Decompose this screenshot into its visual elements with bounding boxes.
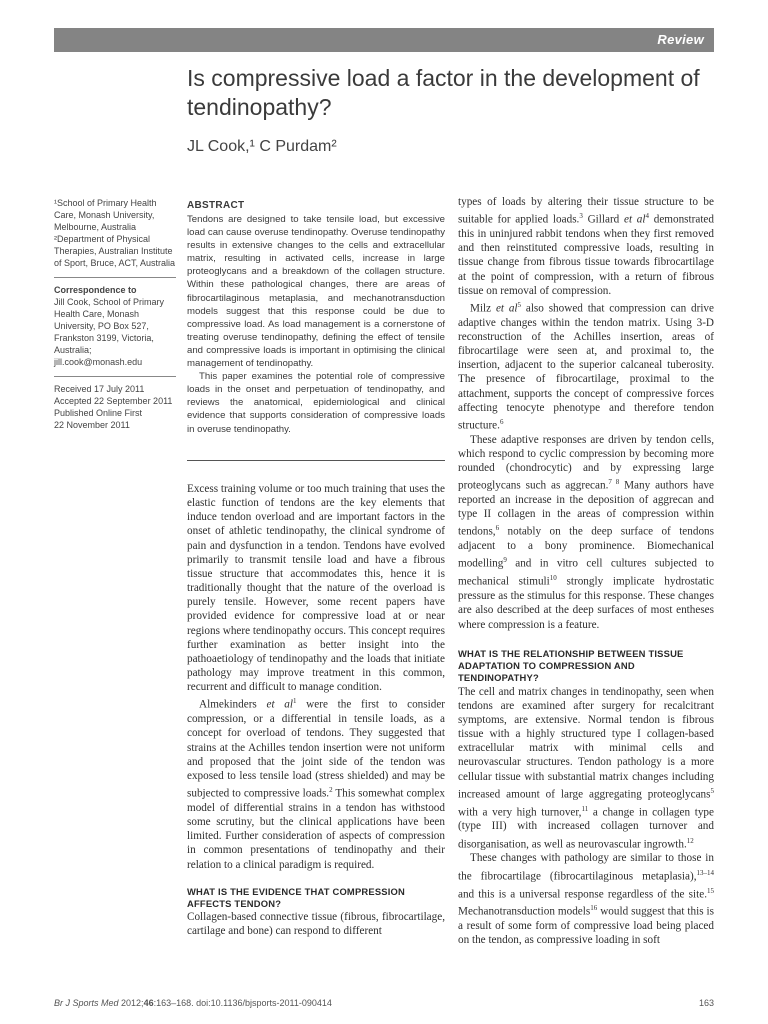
body-paragraph: Collagen-based connective tissue (fibrous, fibrocartilage, cartilage and bone) can respond to different — [187, 911, 445, 938]
citation: Br J Sports Med 2012;46:163–168. doi:10.1136/bjsports-2011-090414 — [54, 998, 332, 1008]
accepted-date: Accepted 22 September 2011 — [54, 396, 173, 406]
abstract-heading: ABSTRACT — [187, 200, 245, 211]
abstract-divider — [187, 460, 445, 461]
affiliation-1: ¹School of Primary Health Care, Monash University, Melbourne, Australia — [54, 198, 157, 232]
section-bar — [54, 28, 714, 52]
sidebar-divider — [54, 277, 176, 278]
body-column-2 — [458, 195, 714, 948]
body-paragraph: These adaptive responses are driven by tendon cells, which respond to cyclic compression by becoming more rounded (chondrocytic) and by expressing large proteoglycans such as aggrecan.$^{7 8}$ Many authors have reported an increase in the deposition of aggrecan and type II collagen in the areas of compression within tendons,$^6$ notably on the deep surface of tendons adjacent to a bony prominence. Biomechanical modelling$^9$ and in vitro cell cultures subjected to mechanical stimuli$^{10}$ strongly implicate hydrostatic pressure as the stimulus for this response. These changes are also described at the deep surfaces of most entheses where compression is a feature. — [458, 433, 715, 631]
abstract-paragraph: Tendons are designed to take tensile load, but excessive load can cause overuse tendinopathy. Overuse tendinopathy results in extensive changes to the cells and extracellular matrix, resulting in activated cells, increase in large proteoglycans and a breakdown of the collagen structure. Within these pathological changes, there are areas of fibrocartilaginous metaplasia, and mechanotransduction models suggest that this response could be due to compressive load. As load management is a cornerstone of treating overuse tendinopathy, defining the effect of tensile and compressive loads is important in optimising the clinical management of tendinopathy. — [187, 214, 445, 370]
body-paragraph: Excess training volume or too much training that uses the elastic function of tendons are the key elements that induce tendon overload and are important factors in the onset of athletic tendinopathy, the clinical syndrome of pain and dysfunction in a tendon. Tendons have evolved primarily to transmit tensile load and have a fibrous tissue structure that accommodates this, hence it is traditionally thought that the nature of the overload is purely tensile. However, some recent papers have provided evidence for compressive load at or near regions where tendinopathy occurs. This concept requires further examination as better insight into the pathoaetiology of tendinopathy and the loads that initiate pathology may improve treatment in this common, recurrent and difficult to manage condition. — [187, 483, 445, 694]
page-number: 163 — [698, 998, 714, 1008]
affiliation-2: ²Department of Physical Therapies, Australian Institute of Sport, Bruce, ACT, Australia — [54, 234, 176, 268]
received-date: Received 17 July 2011 — [54, 384, 145, 394]
sidebar-info — [54, 197, 176, 431]
section-heading: WHAT IS THE EVIDENCE THAT COMPRESSION AFFECTS TENDON? — [187, 885, 405, 909]
article-authors: JL Cook,¹ C Purdam² — [187, 138, 337, 155]
body-paragraph: Almekinders et al$^1$ were the first to consider compression, or a differential in tensile loads, as a concept for overload of tendons. They suggested that strains at the Achilles tendon insertion were not uniform and proposed that the joint side of the tendon was exposed to less tensile load (stress shielded) and may be subjected to compressive loads.$^2$ This somewhat complex model of differential strains in a tendon has withstood some scrutiny, but the clinical applications have been limited. Further consideration of aspects of compression in common presentations of tendinopathy and their relation to a clinical paradigm is required. — [187, 697, 446, 871]
body-paragraph: The cell and matrix changes in tendinopathy, seen when tendons are examined after surgery for recalcitrant symptoms, are extensive. Normal tendon is fibrous tissue with a highly structured type I collagen-based extracellular matrix with minimal cells and neurovascular structures. Tendon pathology is a more cellular tissue with substantial matrix changes including increased amount of large aggregating proteoglycans$^5$ with a very high turnover,$^{11}$ a change in collagen type (type III) with increased collagen turnover and disorganisation, as well as neurovascular ingrowth.$^{12}$ — [458, 685, 714, 851]
sidebar-divider — [54, 376, 176, 377]
abstract — [187, 200, 445, 436]
correspondence-body: Jill Cook, School of Primary Health Care, Monash University, PO Box 527, Frankston 3199, Victoria, Australia; jill.cook@monash.edu — [54, 297, 165, 367]
published-label: Published Online First — [54, 408, 143, 418]
article-title: Is compressive load a factor in the development of tendinopathy? — [187, 65, 700, 120]
correspondence-heading: Correspondence to — [54, 285, 137, 295]
body-paragraph: These changes with pathology are similar to those in the fibrocartilage (fibrocartilaginous metaplasia),$^{13-14}$ and this is a universal response regardless of the site.$^{15}$ Mechanotransduction models$^{16}$ would suggest that this is a result of some form of compressive load being placed on the tendon, as compressive loading in soft — [458, 852, 714, 947]
section-heading: WHAT IS THE RELATIONSHIP BETWEEN TISSUE ADAPTATION TO COMPRESSION AND TENDINOPATHY? — [458, 647, 684, 684]
body-column-1 — [187, 482, 445, 939]
body-paragraph: types of loads by altering their tissue structure to be suitable for applied loads.$^3$ Gillard et al$^4$ demonstrated this in uninjured rabbit tendons when they first removed and then reinstituted compressive loads, resulting in tissue change from fibrous tissue towards fibrocartilage at the point of compression, with a return of fibrous tissue on removal of compression. — [458, 196, 714, 297]
section-label: Review — [657, 32, 704, 47]
abstract-paragraph: This paper examines the potential role of compressive loads in the onset and perpetuation of tendinopathy, and reviews the anatomical, epidemiological and clinical evidence that supports consideration of compressive loads in overuse tendinopathy. — [187, 371, 445, 435]
published-date: 22 November 2011 — [54, 420, 130, 430]
body-paragraph: Milz et al$^5$ also showed that compression can drive adaptive changes within the tendon matrix. Using 3-D reconstruction of the Achilles insertion, areas of fibrocartilage were seen at, and proximal to, the insertion, adjacent to the superior calcaneal tuberosity. The presence of fibrocartilage, proximal to the attachment, supports the concept of compressive forces affecting tenocyte phenotype and therefore tendon structure.$^6$ — [458, 300, 714, 432]
